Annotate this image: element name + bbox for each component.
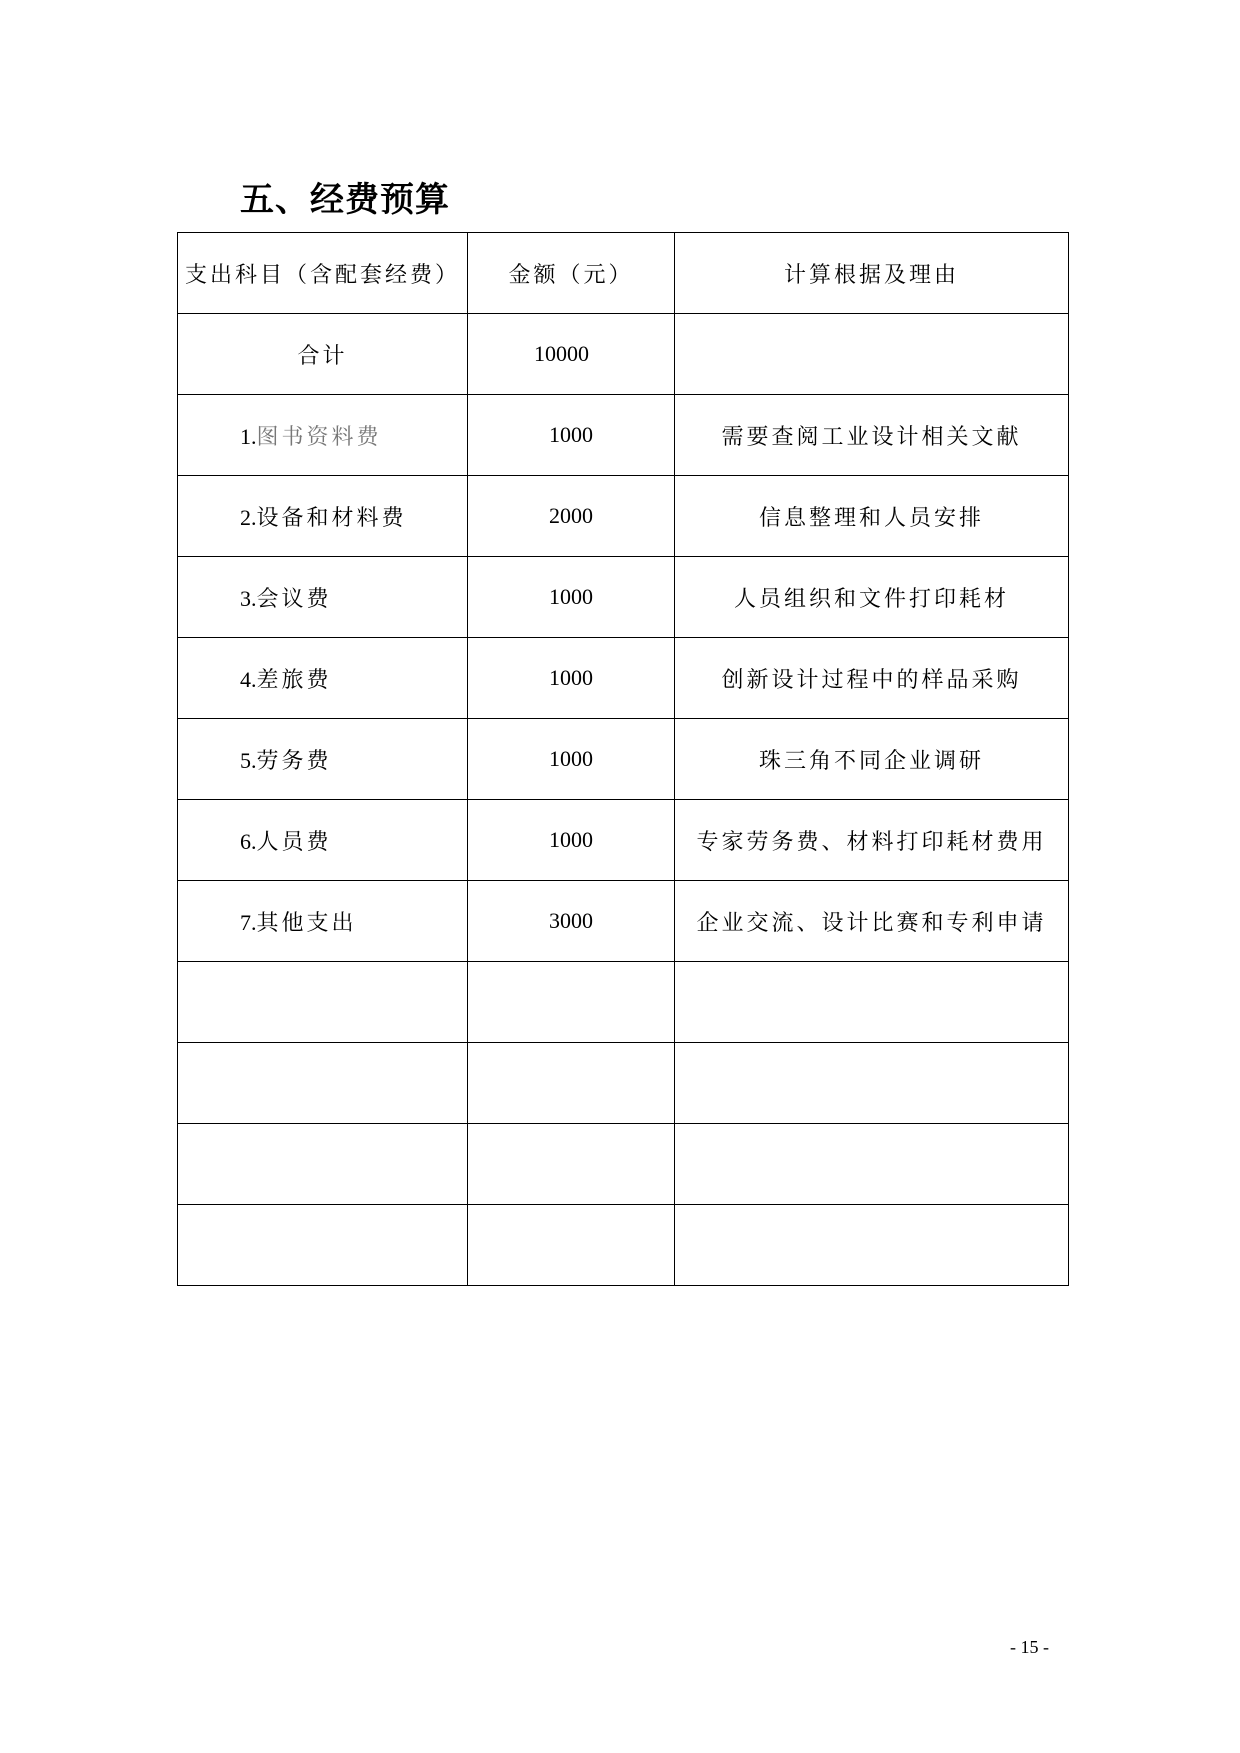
row-item: 2.设备和材料费 [178,476,468,557]
header-item: 支出科目（含配套经费） [178,233,468,314]
empty-cell [675,962,1069,1043]
row-amount: 2000 [468,476,675,557]
row-amount: 1000 [468,395,675,476]
row-reason: 信息整理和人员安排 [675,476,1069,557]
table-header-row [178,233,1069,314]
table-row [178,638,1069,719]
row-item: 4.差旅费 [178,638,468,719]
table-row [178,476,1069,557]
total-row [178,314,1069,395]
row-item: 7.其他支出 [178,881,468,962]
empty-row [178,1043,1069,1124]
page-number: - 15 - [1010,1637,1049,1657]
empty-row [178,1124,1069,1205]
table-row [178,881,1069,962]
row-reason: 需要查阅工业设计相关文献 [675,395,1069,476]
row-amount: 1000 [468,638,675,719]
row-item: 5.劳务费 [178,719,468,800]
empty-row [178,962,1069,1043]
empty-cell [468,1043,675,1124]
total-label: 合计 [178,314,468,395]
header-reason: 计算根据及理由 [675,233,1069,314]
table-row [178,395,1069,476]
section-title: 五、经费预算 [240,180,450,220]
empty-cell [675,1043,1069,1124]
row-item: 3.会议费 [178,557,468,638]
row-reason: 企业交流、设计比赛和专利申请 [675,881,1069,962]
empty-cell [468,1205,675,1286]
total-amount: 10000 [468,314,675,395]
row-item: 1.图书资料费 [178,395,468,476]
empty-cell [675,1124,1069,1205]
row-reason: 创新设计过程中的样品采购 [675,638,1069,719]
empty-cell [178,962,468,1043]
header-amount: 金额（元） [468,233,675,314]
empty-cell [178,1043,468,1124]
row-amount: 1000 [468,557,675,638]
table-row [178,800,1069,881]
row-reason: 人员组织和文件打印耗材 [675,557,1069,638]
row-amount: 3000 [468,881,675,962]
empty-row [178,1205,1069,1286]
budget-table [177,232,1069,1286]
table-row [178,719,1069,800]
table-row [178,557,1069,638]
empty-cell [468,962,675,1043]
empty-cell [468,1124,675,1205]
row-amount: 1000 [468,800,675,881]
row-amount: 1000 [468,719,675,800]
row-reason: 珠三角不同企业调研 [675,719,1069,800]
total-reason [675,314,1069,395]
empty-cell [178,1205,468,1286]
row-item: 6.人员费 [178,800,468,881]
empty-cell [178,1124,468,1205]
empty-cell [675,1205,1069,1286]
row-reason: 专家劳务费、材料打印耗材费用 [675,800,1069,881]
